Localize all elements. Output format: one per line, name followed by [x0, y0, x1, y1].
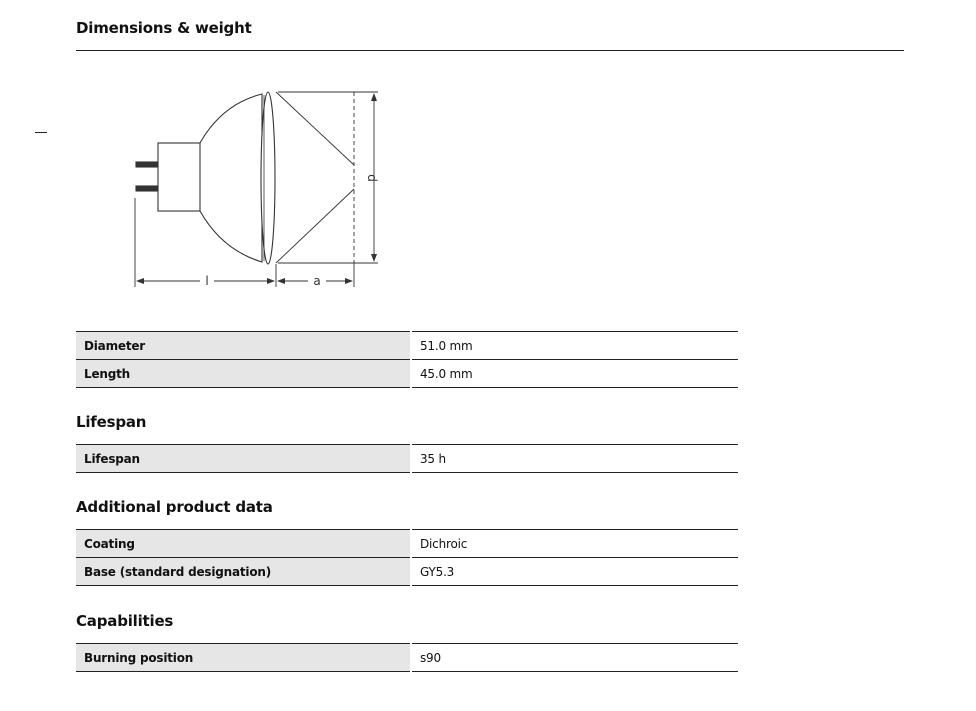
- row-value: GY5.3: [411, 558, 738, 586]
- lamp-dimension-diagram: [120, 82, 390, 297]
- row-label: Coating: [76, 530, 411, 558]
- dimensions-table: [76, 331, 738, 388]
- section-title-additional-data: Additional product data: [76, 498, 273, 516]
- row-value: s90: [411, 644, 738, 672]
- table-row: [76, 644, 738, 672]
- lamp-front-glass: [261, 92, 275, 264]
- lamp-reflector: [200, 94, 262, 262]
- beam-lines: [276, 92, 354, 263]
- margin-mark: [35, 132, 47, 133]
- pin-bottom: [136, 186, 158, 191]
- table-row: [76, 332, 738, 360]
- row-label: Burning position: [76, 644, 411, 672]
- section-title-lifespan: Lifespan: [76, 413, 147, 431]
- label-d: d: [365, 174, 379, 182]
- row-label: Lifespan: [76, 445, 411, 473]
- row-value: 45.0 mm: [411, 360, 738, 388]
- row-value: 51.0 mm: [411, 332, 738, 360]
- row-label: Base (standard designation): [76, 558, 411, 586]
- pin-top: [136, 162, 158, 167]
- label-a: a: [313, 274, 321, 288]
- capabilities-table: [76, 643, 738, 672]
- table-row: [76, 360, 738, 388]
- row-value: 35 h: [411, 445, 738, 473]
- row-label: Diameter: [76, 332, 411, 360]
- section-divider: [76, 50, 904, 51]
- lifespan-table: [76, 444, 738, 473]
- table-row: [76, 558, 738, 586]
- table-row: [76, 530, 738, 558]
- row-label: Length: [76, 360, 411, 388]
- label-l: l: [205, 274, 209, 288]
- additional-data-table: [76, 529, 738, 586]
- table-row: [76, 445, 738, 473]
- row-value: Dichroic: [411, 530, 738, 558]
- lamp-base: [158, 143, 200, 211]
- section-title-capabilities: Capabilities: [76, 612, 174, 630]
- section-title-dimensions: Dimensions & weight: [76, 19, 252, 37]
